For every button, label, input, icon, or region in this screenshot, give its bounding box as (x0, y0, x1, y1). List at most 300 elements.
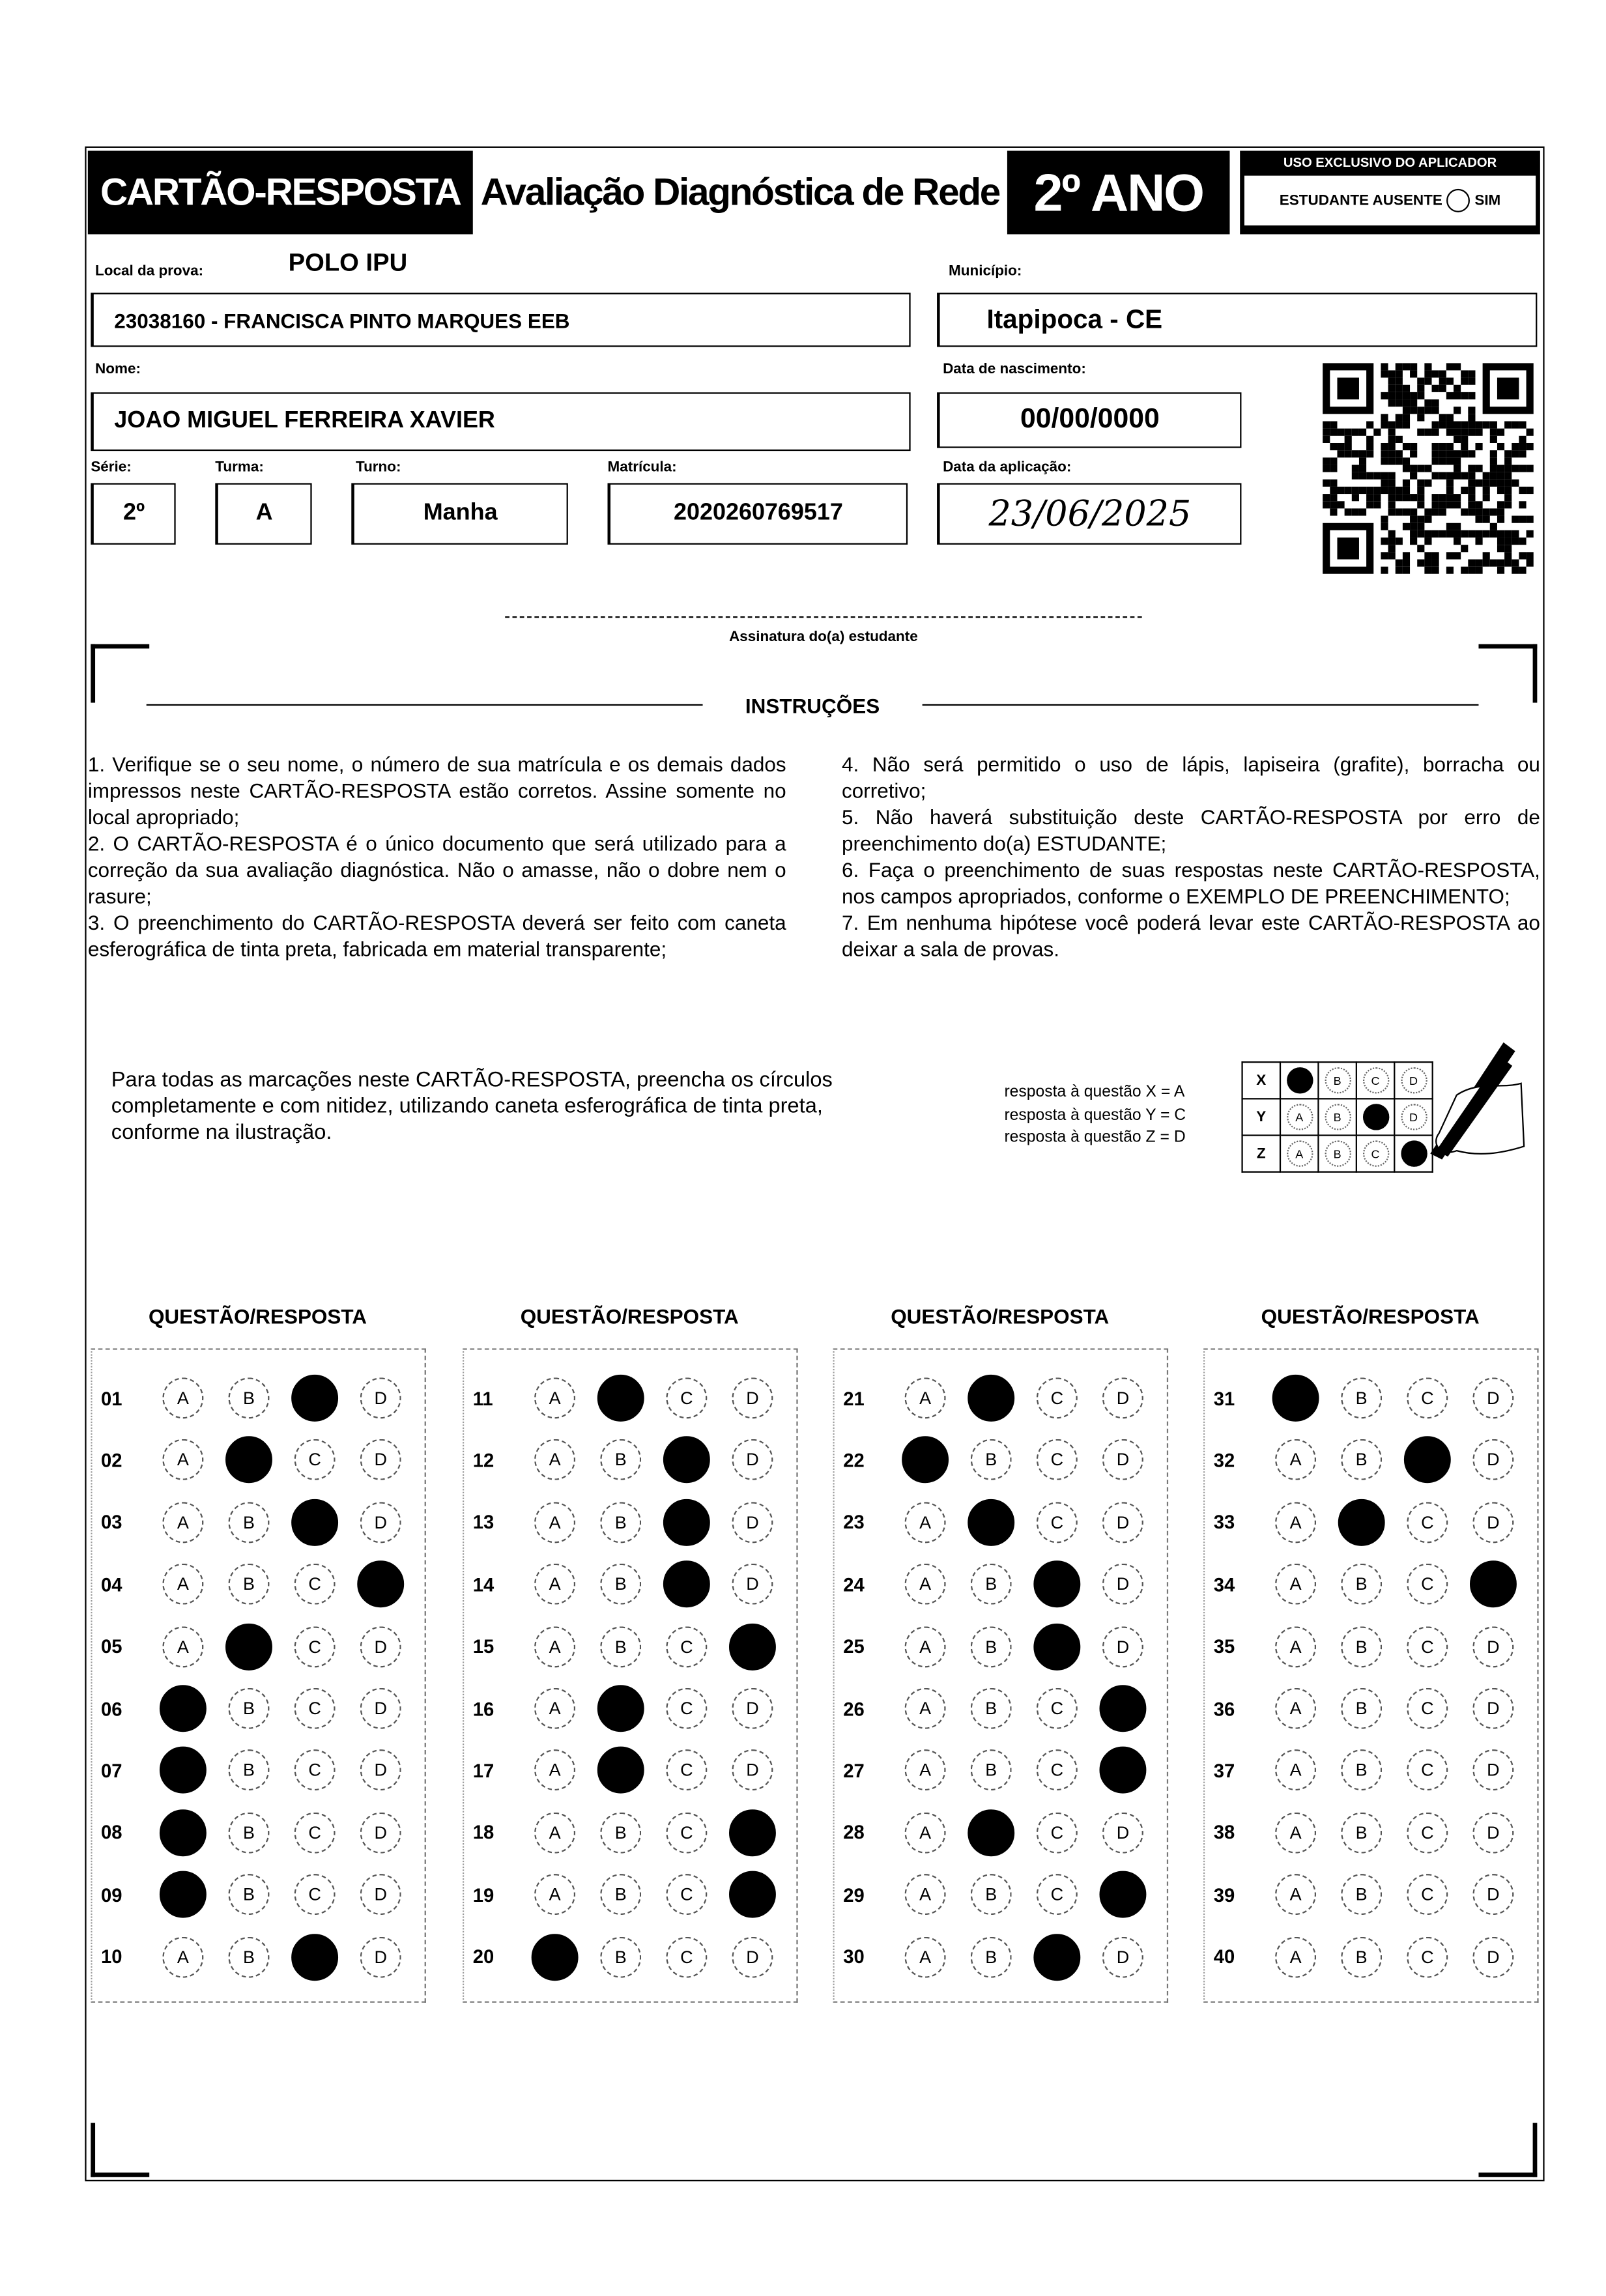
bubble-a[interactable]: A (1275, 1502, 1316, 1543)
question-row (93, 1811, 426, 1854)
bubble-d[interactable]: D (1472, 1812, 1513, 1853)
bubble-a[interactable]: A (905, 1874, 946, 1916)
bubble-a[interactable]: A (162, 1502, 203, 1543)
bubble-d[interactable]: D (1472, 1936, 1513, 1977)
bubble-a[interactable]: A (162, 1626, 203, 1667)
question-number: 16 (472, 1697, 495, 1720)
question-row (93, 1624, 426, 1668)
turno-field: Manha (351, 483, 568, 545)
question-row (464, 1749, 797, 1792)
bubble-a[interactable]: A (905, 1936, 946, 1977)
bubble-a[interactable]: A (1275, 1750, 1316, 1791)
question-number: 04 (101, 1573, 122, 1596)
bubble-b[interactable]: B (229, 1564, 270, 1605)
question-number: 39 (1213, 1884, 1235, 1906)
question-number: 34 (1213, 1573, 1235, 1596)
bubble-b-marked[interactable] (225, 1437, 272, 1484)
example-bubble: C (1362, 1067, 1388, 1093)
bubble-d[interactable]: D (360, 1874, 401, 1916)
answer-column (833, 1348, 1169, 2002)
bubble-d[interactable]: D (1102, 1502, 1143, 1543)
serie-field: 2º (91, 483, 175, 545)
bubble-d[interactable]: D (360, 1502, 401, 1543)
local-label: Local da prova: (95, 263, 204, 280)
bubble-d-marked[interactable] (1099, 1871, 1146, 1918)
bubble-d[interactable]: D (1102, 1936, 1143, 1977)
bubble-c-marked[interactable] (291, 1375, 338, 1422)
example-bubble (1286, 1067, 1312, 1093)
example-bubble: A (1286, 1104, 1312, 1130)
bubble-b[interactable]: B (971, 1626, 1012, 1667)
applicator-title: USO EXCLUSIVO DO APLICADOR (1283, 155, 1497, 170)
bubble-d[interactable]: D (360, 1440, 401, 1481)
signature-line[interactable] (505, 616, 1141, 618)
bubble-a[interactable]: A (905, 1688, 946, 1729)
bubble-c-marked[interactable] (1404, 1437, 1451, 1484)
question-row (835, 1873, 1168, 1916)
question-row (464, 1811, 797, 1854)
bubble-a[interactable]: A (534, 1874, 575, 1916)
bubble-c[interactable]: C (1407, 1502, 1448, 1543)
bubble-a[interactable]: A (534, 1564, 575, 1605)
question-number: 25 (843, 1635, 865, 1657)
bubble-c[interactable]: C (666, 1750, 707, 1791)
question-row (1205, 1811, 1538, 1854)
hand-pen-icon (1398, 1037, 1530, 1183)
bubble-b[interactable]: B (1341, 1750, 1382, 1791)
bubble-a[interactable]: A (905, 1812, 946, 1853)
example-question: X (1242, 1062, 1280, 1098)
nasc-field: 00/00/0000 (937, 392, 1241, 448)
question-number: 08 (101, 1821, 122, 1844)
bubble-a[interactable]: A (1275, 1626, 1316, 1667)
bubble-b[interactable]: B (229, 1377, 270, 1418)
example-question: Y (1242, 1098, 1280, 1135)
example-cell (1318, 1062, 1356, 1098)
bubble-a[interactable]: A (1275, 1812, 1316, 1853)
question-number: 05 (101, 1635, 122, 1657)
bubble-d[interactable]: D (732, 1564, 773, 1605)
question-row (835, 1376, 1168, 1420)
bubble-b[interactable]: B (1341, 1564, 1382, 1605)
bubble-c[interactable]: C (294, 1688, 336, 1729)
example-question: Z (1242, 1136, 1280, 1172)
bubble-a[interactable]: A (534, 1440, 575, 1481)
bubble-d[interactable]: D (360, 1750, 401, 1791)
question-number: 06 (101, 1697, 122, 1720)
bubble-d[interactable]: D (1102, 1564, 1143, 1605)
example-line: resposta à questão Z = D (1004, 1128, 1186, 1147)
bubble-c[interactable]: C (294, 1750, 336, 1791)
bubble-a[interactable]: A (1275, 1688, 1316, 1729)
bubble-d[interactable]: D (1102, 1440, 1143, 1481)
instructions-title: INSTRUÇÕES (745, 694, 880, 718)
question-number: 12 (472, 1449, 495, 1471)
question-row (1205, 1873, 1538, 1916)
question-row (93, 1749, 426, 1792)
bubble-b[interactable]: B (971, 1936, 1012, 1977)
bubble-a[interactable]: A (905, 1377, 946, 1418)
bubble-c[interactable]: C (666, 1626, 707, 1667)
bubble-b[interactable]: B (229, 1812, 270, 1853)
aplic-label: Data da aplicação: (943, 459, 1072, 476)
bubble-c[interactable]: C (294, 1874, 336, 1916)
question-number: 27 (843, 1759, 865, 1782)
question-row (1205, 1687, 1538, 1730)
turma-label: Turma: (215, 459, 264, 476)
question-row (464, 1624, 797, 1668)
bubble-d[interactable]: D (732, 1688, 773, 1729)
bubble-c-marked[interactable] (663, 1499, 710, 1545)
bubble-d[interactable]: D (732, 1750, 773, 1791)
bubble-a[interactable]: A (534, 1502, 575, 1543)
column-header: QUESTÃO/RESPOSTA (520, 1304, 739, 1328)
column-header: QUESTÃO/RESPOSTA (891, 1304, 1110, 1328)
question-number: 03 (101, 1511, 122, 1534)
corner-mark (91, 2123, 149, 2177)
example-bubble: D (1400, 1067, 1426, 1093)
example-line: resposta à questão Y = C (1004, 1106, 1186, 1124)
bubble-c-marked[interactable] (663, 1437, 710, 1484)
bubble-a-marked[interactable] (160, 1685, 207, 1732)
question-number: 31 (1213, 1387, 1235, 1409)
bubble-a[interactable]: A (1275, 1874, 1316, 1916)
instruction-item: 7. Em nenhuma hipótese você poderá levar este CARTÃO-RESPOSTA ao deixar a sala de provas. (842, 910, 1540, 961)
bubble-d[interactable]: D (1102, 1377, 1143, 1418)
bubble-b[interactable]: B (971, 1688, 1012, 1729)
bubble-d[interactable]: D (1102, 1626, 1143, 1667)
bubble-a-marked[interactable] (532, 1933, 579, 1980)
divider (923, 704, 1479, 706)
bubble-c[interactable]: C (1037, 1502, 1078, 1543)
bubble-c[interactable]: C (294, 1812, 336, 1853)
bubble-b[interactable]: B (600, 1440, 641, 1481)
local-value: POLO IPU (288, 248, 408, 277)
bubble-a[interactable]: A (162, 1377, 203, 1418)
question-row (93, 1500, 426, 1544)
bubble-b[interactable]: B (229, 1936, 270, 1977)
question-number: 26 (843, 1697, 865, 1720)
bubble-b[interactable]: B (229, 1750, 270, 1791)
bubble-d[interactable]: D (1472, 1688, 1513, 1729)
bubble-b[interactable]: B (229, 1688, 270, 1729)
question-number: 40 (1213, 1945, 1235, 1968)
qr-code-icon (1322, 363, 1534, 574)
question-number: 07 (101, 1759, 122, 1782)
bubble-c[interactable]: C (666, 1812, 707, 1853)
bubble-c[interactable]: C (1407, 1936, 1448, 1977)
example-bubble (1362, 1104, 1388, 1130)
instructions-left (88, 751, 786, 962)
signature-label: Assinatura do(a) estudante (729, 629, 918, 646)
bubble-c-marked[interactable] (1033, 1561, 1080, 1608)
question-row (835, 1749, 1168, 1792)
bubble-c-marked[interactable] (291, 1499, 338, 1545)
bubble-b[interactable]: B (1341, 1626, 1382, 1667)
bubble-b[interactable]: B (600, 1564, 641, 1605)
question-number: 19 (472, 1884, 495, 1906)
question-row (93, 1562, 426, 1606)
bubble-d[interactable]: D (732, 1440, 773, 1481)
example-bubble: B (1324, 1067, 1350, 1093)
example-bubble: D (1400, 1104, 1426, 1130)
bubble-b[interactable]: B (1341, 1688, 1382, 1729)
bubble-d[interactable]: D (732, 1377, 773, 1418)
bubble-d[interactable]: D (1472, 1626, 1513, 1667)
question-row (464, 1438, 797, 1482)
question-number: 11 (472, 1387, 493, 1409)
applicator-box (1240, 151, 1540, 234)
bubble-a[interactable]: A (905, 1564, 946, 1605)
turma-field: A (215, 483, 311, 545)
question-row (93, 1873, 426, 1916)
question-row (1205, 1624, 1538, 1668)
question-row (1205, 1500, 1538, 1544)
bubble-b[interactable]: B (1341, 1874, 1382, 1916)
question-number: 24 (843, 1573, 865, 1596)
bubble-d[interactable]: D (1472, 1502, 1513, 1543)
instructions-right (842, 751, 1540, 962)
bubble-a[interactable]: A (534, 1377, 575, 1418)
bubble-c[interactable]: C (1037, 1874, 1078, 1916)
bubble-b[interactable]: B (1341, 1377, 1382, 1418)
question-row (835, 1687, 1168, 1730)
nasc-label: Data de nascimento: (943, 362, 1086, 378)
bubble-b-marked[interactable] (968, 1809, 1014, 1856)
question-number: 13 (472, 1511, 495, 1534)
bubble-b[interactable]: B (1341, 1812, 1382, 1853)
bubble-c[interactable]: C (1407, 1626, 1448, 1667)
absent-bubble[interactable] (1447, 189, 1470, 212)
question-number: 14 (472, 1573, 495, 1596)
question-number: 01 (101, 1387, 122, 1409)
bubble-c[interactable]: C (1037, 1688, 1078, 1729)
example-bubble: A (1286, 1140, 1312, 1166)
absent-option: SIM (1474, 192, 1501, 209)
bubble-b[interactable]: B (229, 1502, 270, 1543)
question-row (93, 1935, 426, 1979)
question-number: 36 (1213, 1697, 1235, 1720)
bubble-d[interactable]: D (360, 1626, 401, 1667)
bubble-a[interactable]: A (534, 1812, 575, 1853)
bubble-d-marked[interactable] (1099, 1685, 1146, 1732)
bubble-c[interactable]: C (666, 1936, 707, 1977)
bubble-c[interactable]: C (294, 1626, 336, 1667)
bubble-a[interactable]: A (1275, 1564, 1316, 1605)
question-number: 02 (101, 1449, 122, 1471)
bubble-a-marked[interactable] (1272, 1375, 1319, 1422)
question-row (1205, 1562, 1538, 1606)
bubble-c-marked[interactable] (1033, 1623, 1080, 1670)
example-bubble: B (1324, 1104, 1350, 1130)
bubble-a[interactable]: A (905, 1626, 946, 1667)
bubble-c[interactable]: C (666, 1377, 707, 1418)
bubble-c-marked[interactable] (1033, 1933, 1080, 1980)
question-row (93, 1376, 426, 1420)
bubble-b[interactable]: B (971, 1564, 1012, 1605)
bubble-c-marked[interactable] (291, 1933, 338, 1980)
bubble-c[interactable]: C (294, 1564, 336, 1605)
question-row (835, 1562, 1168, 1606)
bubble-d-marked[interactable] (729, 1809, 776, 1856)
bubble-d[interactable]: D (1472, 1750, 1513, 1791)
bubble-c[interactable]: C (1037, 1812, 1078, 1853)
question-number: 29 (843, 1884, 865, 1906)
instruction-item: 4. Não será permitido o uso de lápis, lapiseira (grafite), borracha ou corretivo; (842, 752, 1540, 803)
nome-field: JOAO MIGUEL FERREIRA XAVIER (91, 392, 910, 451)
bubble-a[interactable]: A (534, 1626, 575, 1667)
bubble-d[interactable]: D (1472, 1874, 1513, 1916)
bubble-b[interactable]: B (971, 1874, 1012, 1916)
bubble-b[interactable]: B (229, 1874, 270, 1916)
corner-mark (1478, 644, 1537, 703)
instruction-item: 3. O preenchimento do CARTÃO-RESPOSTA deverá ser feito com caneta esferográfica de tinta preta, fabricada em material transparente; (87, 910, 786, 961)
bubble-b[interactable]: B (971, 1750, 1012, 1791)
question-row (1205, 1376, 1538, 1420)
question-number: 09 (101, 1884, 122, 1906)
question-row (464, 1376, 797, 1420)
bubble-d-marked[interactable] (357, 1561, 404, 1608)
question-row (93, 1438, 426, 1482)
bubble-b[interactable]: B (600, 1812, 641, 1853)
question-number: 35 (1213, 1635, 1235, 1657)
example-bubble: B (1324, 1140, 1350, 1166)
bubble-c[interactable]: C (294, 1440, 336, 1481)
question-row (835, 1438, 1168, 1482)
bubble-c[interactable]: C (1407, 1812, 1448, 1853)
bubble-b[interactable]: B (600, 1874, 641, 1916)
column-header: QUESTÃO/RESPOSTA (148, 1304, 367, 1328)
bubble-d[interactable]: D (1102, 1812, 1143, 1853)
bubble-a[interactable]: A (162, 1440, 203, 1481)
bubble-a-marked[interactable] (160, 1809, 207, 1856)
bubble-b[interactable]: B (600, 1936, 641, 1977)
bubble-d-marked[interactable] (1099, 1747, 1146, 1794)
bubble-c[interactable]: C (1037, 1377, 1078, 1418)
bubble-a[interactable]: A (534, 1750, 575, 1791)
bubble-c[interactable]: C (1037, 1750, 1078, 1791)
nome-label: Nome: (95, 362, 141, 378)
bubble-a[interactable]: A (905, 1750, 946, 1791)
example-cell (1318, 1098, 1356, 1135)
bubble-a[interactable]: A (1275, 1440, 1316, 1481)
bubble-d[interactable]: D (360, 1377, 401, 1418)
bubble-d[interactable]: D (732, 1936, 773, 1977)
bubble-b[interactable]: B (1341, 1440, 1382, 1481)
instruction-item: 6. Faça o preenchimento de suas respostas neste CARTÃO-RESPOSTA, nos campos apropriados, conforme o EXEMPLO DE PREENCHIMENTO; (842, 857, 1540, 908)
question-number: 23 (843, 1511, 865, 1534)
bubble-a-marked[interactable] (160, 1747, 207, 1794)
bubble-b-marked[interactable] (968, 1499, 1014, 1545)
bubble-a-marked[interactable] (160, 1871, 207, 1918)
bubble-c[interactable]: C (1407, 1377, 1448, 1418)
example-cell (1318, 1136, 1356, 1172)
matricula-label: Matrícula: (607, 459, 677, 476)
bubble-d[interactable]: D (1472, 1377, 1513, 1418)
example-lines (1004, 1082, 1186, 1150)
divider (147, 704, 703, 706)
bubble-c[interactable]: C (1037, 1440, 1078, 1481)
bubble-b-marked[interactable] (1338, 1499, 1385, 1545)
column-header: QUESTÃO/RESPOSTA (1261, 1304, 1480, 1328)
question-row (835, 1811, 1168, 1854)
question-number: 38 (1213, 1821, 1235, 1844)
bubble-c[interactable]: C (1407, 1688, 1448, 1729)
bubble-d[interactable]: D (1472, 1440, 1513, 1481)
bubble-b-marked[interactable] (225, 1623, 272, 1670)
bubble-b-marked[interactable] (597, 1375, 644, 1422)
question-number: 18 (472, 1821, 495, 1844)
bubble-a[interactable]: A (1275, 1936, 1316, 1977)
bubble-c[interactable]: C (666, 1688, 707, 1729)
bubble-d[interactable]: D (360, 1812, 401, 1853)
bubble-c[interactable]: C (1407, 1874, 1448, 1916)
absent-label: ESTUDANTE AUSENTE (1279, 192, 1442, 209)
bubble-d-marked[interactable] (729, 1623, 776, 1670)
aplic-field[interactable]: 23/06/2025 (937, 483, 1241, 545)
bubble-d-marked[interactable] (1470, 1561, 1517, 1608)
question-row (835, 1500, 1168, 1544)
sheet-title: CARTÃO-RESPOSTA (88, 151, 473, 234)
example-bubble: C (1362, 1140, 1388, 1166)
question-number: 28 (843, 1821, 865, 1844)
corner-mark (1478, 2123, 1537, 2177)
bubble-b[interactable]: B (971, 1440, 1012, 1481)
bubble-d[interactable]: D (732, 1502, 773, 1543)
question-row (835, 1624, 1168, 1668)
question-number: 22 (843, 1449, 865, 1471)
turno-label: Turno: (356, 459, 401, 476)
bubble-b[interactable]: B (600, 1626, 641, 1667)
bubble-c[interactable]: C (1407, 1564, 1448, 1605)
question-row (464, 1687, 797, 1730)
question-row (1205, 1749, 1538, 1792)
bubble-d[interactable]: D (360, 1936, 401, 1977)
bubble-a[interactable]: A (534, 1688, 575, 1729)
bubble-b-marked[interactable] (597, 1747, 644, 1794)
question-number: 20 (472, 1945, 495, 1968)
bubble-b[interactable]: B (1341, 1936, 1382, 1977)
example-cell (1280, 1098, 1318, 1135)
bubble-b-marked[interactable] (968, 1375, 1014, 1422)
bubble-d-marked[interactable] (729, 1871, 776, 1918)
bubble-d[interactable]: D (360, 1688, 401, 1729)
bubble-a[interactable]: A (162, 1936, 203, 1977)
question-row (1205, 1935, 1538, 1979)
instruction-item: 2. O CARTÃO-RESPOSTA é o único documento que será utilizado para a correção da sua avaliação diagnóstica. Não o amasse, não o dobre nem o rasure; (87, 831, 786, 908)
question-number: 30 (843, 1945, 865, 1968)
question-number: 15 (472, 1635, 495, 1657)
question-row (464, 1562, 797, 1606)
answer-column (463, 1348, 798, 2002)
bubble-a[interactable]: A (905, 1502, 946, 1543)
question-row (93, 1687, 426, 1730)
example-text: Para todas as marcações neste CARTÃO-RESPOSTA, preencha os círculos completamente e com nitidez, utilizando caneta esferográfica de tinta preta, conforme na ilustração. (111, 1069, 833, 1145)
bubble-a-marked[interactable] (902, 1437, 949, 1484)
bubble-a[interactable]: A (162, 1564, 203, 1605)
example-cell (1356, 1136, 1394, 1172)
exam-title: Avaliação Diagnóstica de Rede (480, 169, 1000, 214)
municipio-field: Itapipoca - CE (937, 293, 1537, 347)
bubble-b[interactable]: B (600, 1502, 641, 1543)
question-row (1205, 1438, 1538, 1482)
bubble-c[interactable]: C (1407, 1750, 1448, 1791)
bubble-c[interactable]: C (666, 1874, 707, 1916)
answer-column (91, 1348, 426, 2002)
bubble-c-marked[interactable] (663, 1561, 710, 1608)
bubble-b-marked[interactable] (597, 1685, 644, 1732)
question-row (835, 1935, 1168, 1979)
